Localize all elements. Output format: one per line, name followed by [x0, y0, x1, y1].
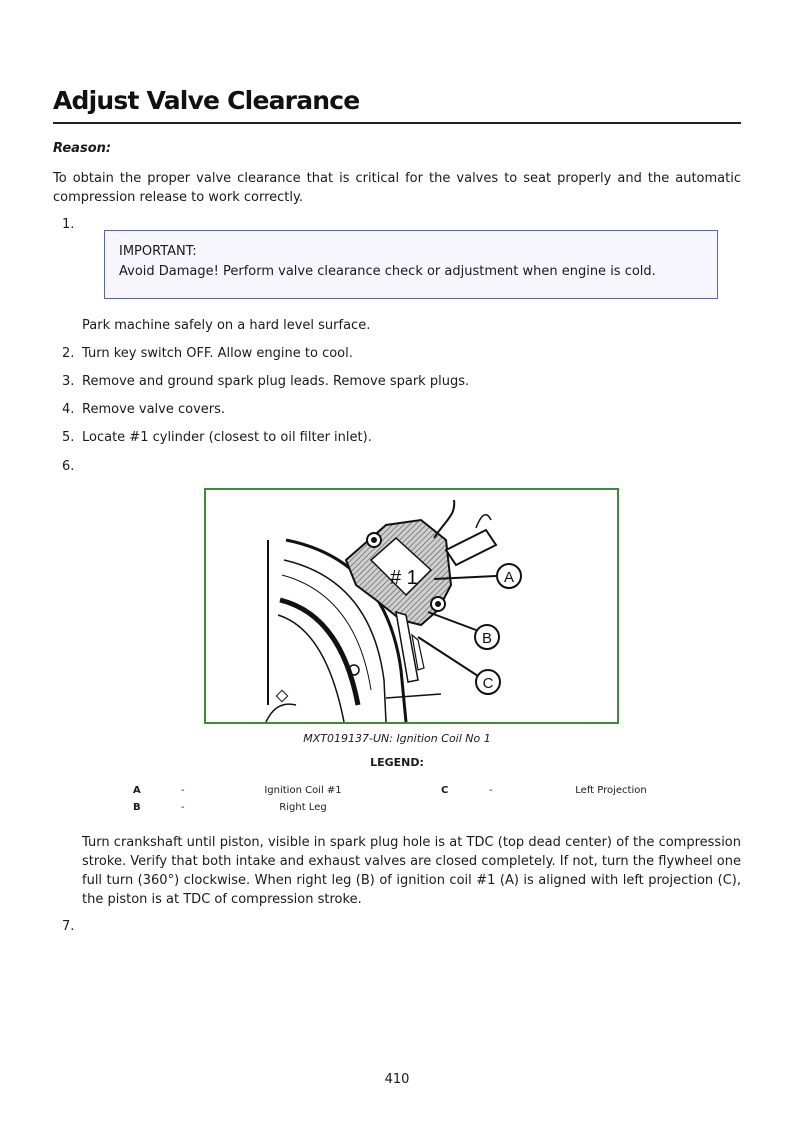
reason-label: Reason:	[53, 141, 112, 156]
important-heading: IMPORTANT:	[119, 244, 197, 259]
legend-separator: -	[181, 785, 185, 796]
callout-b-label: B	[481, 630, 493, 647]
step-number: 1.	[62, 217, 75, 232]
legend-description: Right Leg	[279, 802, 327, 813]
legend-separator: -	[489, 785, 493, 796]
step-number: 6.	[62, 459, 75, 474]
step-text: Turn key switch OFF. Allow engine to cool.	[82, 346, 353, 361]
step-text: Locate #1 cylinder (closest to oil filter inlet).	[82, 430, 372, 445]
step-text: Remove valve covers.	[82, 402, 226, 417]
important-notice-box	[104, 230, 718, 299]
step-number: 4.	[62, 402, 75, 417]
important-text: Avoid Damage! Perform valve clearance check or adjustment when engine is cold.	[119, 264, 656, 279]
callout-c	[476, 670, 500, 694]
step-number: 3.	[62, 374, 75, 389]
page-number: 410	[384, 1072, 410, 1087]
coil-number-label: # 1	[390, 567, 418, 589]
legend-key: A	[133, 785, 141, 796]
callout-b	[475, 625, 499, 649]
step-number: 7.	[62, 919, 75, 934]
figure-caption: MXT019137-UN: Ignition Coil No 1	[303, 732, 491, 745]
step-number: 2.	[62, 346, 75, 361]
legend-description: Left Projection	[575, 785, 647, 796]
callout-c-label: C	[482, 675, 494, 692]
title-underline	[53, 122, 741, 124]
intro-paragraph: To obtain the proper valve clearance that is critical for the valves to seat properly and the automatic compression release to work correctly.	[53, 171, 741, 205]
ignition-coil-illustration	[206, 490, 617, 722]
step-text: Park machine safely on a hard level surface.	[82, 318, 371, 333]
ignition-coil-drawing	[346, 500, 496, 682]
callout-a-label: A	[503, 569, 515, 586]
legend-separator: -	[181, 802, 185, 813]
legend-title: LEGEND:	[370, 756, 424, 769]
page-title: Adjust Valve Clearance	[53, 86, 360, 115]
legend-key: B	[133, 802, 141, 813]
step-text: Remove and ground spark plug leads. Remove spark plugs.	[82, 374, 470, 389]
legend-key: C	[441, 785, 449, 796]
ignition-coil-figure	[204, 488, 619, 724]
step-number: 5.	[62, 430, 75, 445]
callout-a	[497, 564, 521, 588]
legend-description: Ignition Coil #1	[264, 785, 342, 796]
step-6-paragraph: Turn crankshaft until piston, visible in spark plug hole is at TDC (top dead center) of the compression stroke. Verify that both intake and exhaust valves are closed completely. If not, turn the flywheel one full turn (360°) clockwise. When right leg (B) of ignition coil #1 (A) is aligned with left projection (C), the piston is at TDC of compression stroke.	[82, 835, 741, 907]
